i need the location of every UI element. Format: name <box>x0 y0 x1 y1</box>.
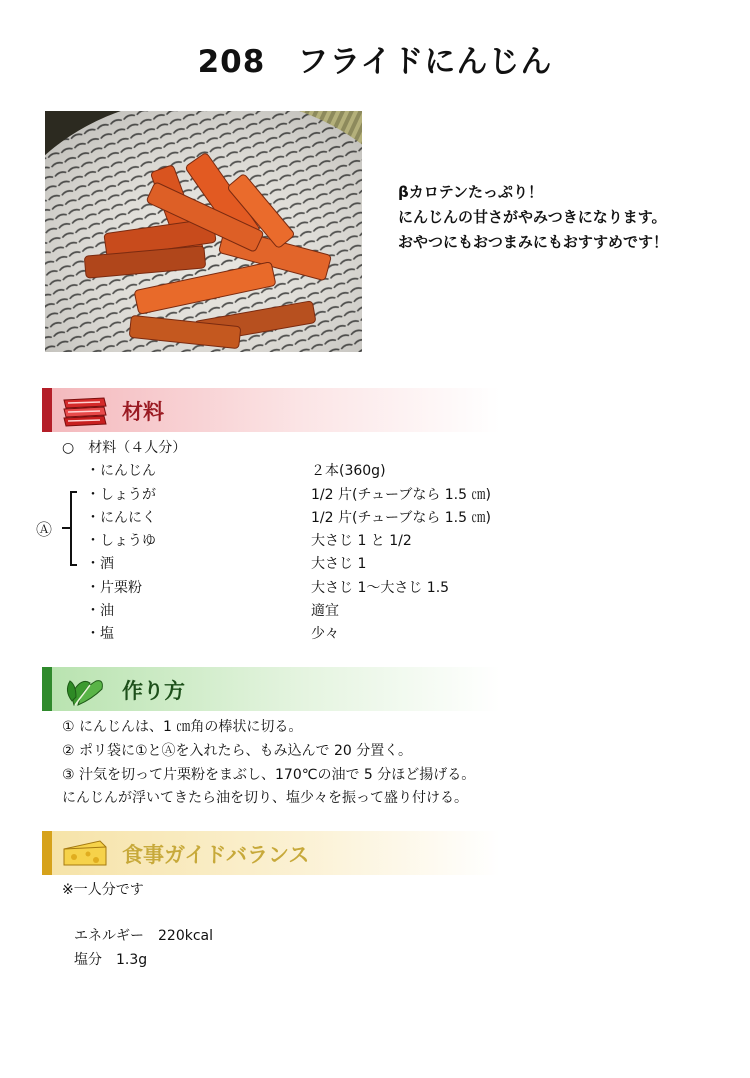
group-a-mark: Ⓐ <box>36 520 53 539</box>
vegetable-icon <box>60 671 110 707</box>
per-person-note: ※一人分です <box>62 882 144 898</box>
ingredient-name: ・しょうゆ <box>86 533 156 549</box>
accent-bar <box>42 831 52 875</box>
cheese-icon <box>60 835 110 871</box>
method-header <box>42 667 500 711</box>
bracket-tick <box>70 491 77 493</box>
ingredient-amount: 少々 <box>311 626 339 642</box>
method-heading: 作り方 <box>122 678 185 703</box>
bracket-connector <box>62 527 70 529</box>
accent-bar <box>42 667 52 711</box>
ingredient-name: ・しょうが <box>86 487 156 503</box>
ingredient-amount: ２本(360g) <box>311 463 386 479</box>
meat-icon <box>60 392 110 428</box>
ingredient-amount: 1/2 片(チューブなら 1.5 ㎝) <box>311 487 491 503</box>
header-gradient <box>52 388 500 432</box>
guide-heading: 食事ガイドバランス <box>122 842 310 867</box>
bracket-tick <box>70 564 77 566</box>
intro-line: βカロテンたっぷり！ <box>398 183 543 201</box>
ingredient-name: ・片栗粉 <box>86 580 142 596</box>
method-step: ① にんじんは、1 ㎝角の棒状に切る。 <box>62 719 303 735</box>
ingredient-name: ・油 <box>86 603 114 619</box>
ingredient-amount: 1/2 片(チューブなら 1.5 ㎝) <box>311 510 491 526</box>
ingredients-header <box>42 388 500 432</box>
energy-value: エネルギー 220kcal <box>74 928 213 944</box>
accent-bar <box>42 388 52 432</box>
ingredient-name: ・にんにく <box>86 510 156 526</box>
header-gradient <box>52 667 500 711</box>
ingredient-amount: 適宜 <box>311 603 339 619</box>
ingredient-name: ・酒 <box>86 556 114 572</box>
ingredient-name: ・塩 <box>86 626 114 642</box>
intro-text <box>398 180 668 255</box>
intro-line: おやつにもおつまみにもおすすめです！ <box>398 233 669 251</box>
method-step: ② ポリ袋に①とⒶを入れたら、もみ込んで 20 分置く。 <box>62 743 412 759</box>
dish-photo <box>45 111 362 352</box>
ingredient-amount: 大さじ 1 <box>311 556 367 572</box>
guide-header <box>42 831 500 875</box>
ingredients-heading: 材料 <box>122 399 164 424</box>
page-title: 208 フライドにんじん <box>197 44 553 80</box>
method-step: にんじんが浮いてきたら油を切り、塩少々を振って盛り付ける。 <box>62 790 468 806</box>
ingredient-amount: 大さじ 1～大さじ 1.5 <box>311 580 450 596</box>
group-a-bracket <box>70 491 80 566</box>
method-step: ③ 汁気を切って片栗粉をまぶし、170℃の油で 5 分ほど揚げる。 <box>62 767 476 783</box>
fried-carrot-image <box>45 111 362 352</box>
ingredient-name: ・にんじん <box>86 463 156 479</box>
ingredient-amount: 大さじ 1 と 1/2 <box>311 533 412 549</box>
salt-value: 塩分 1.3g <box>74 952 148 968</box>
serving-label: ○ 材料（４人分） <box>62 440 187 456</box>
intro-line: にんじんの甘さがやみつきになります。 <box>398 208 667 226</box>
